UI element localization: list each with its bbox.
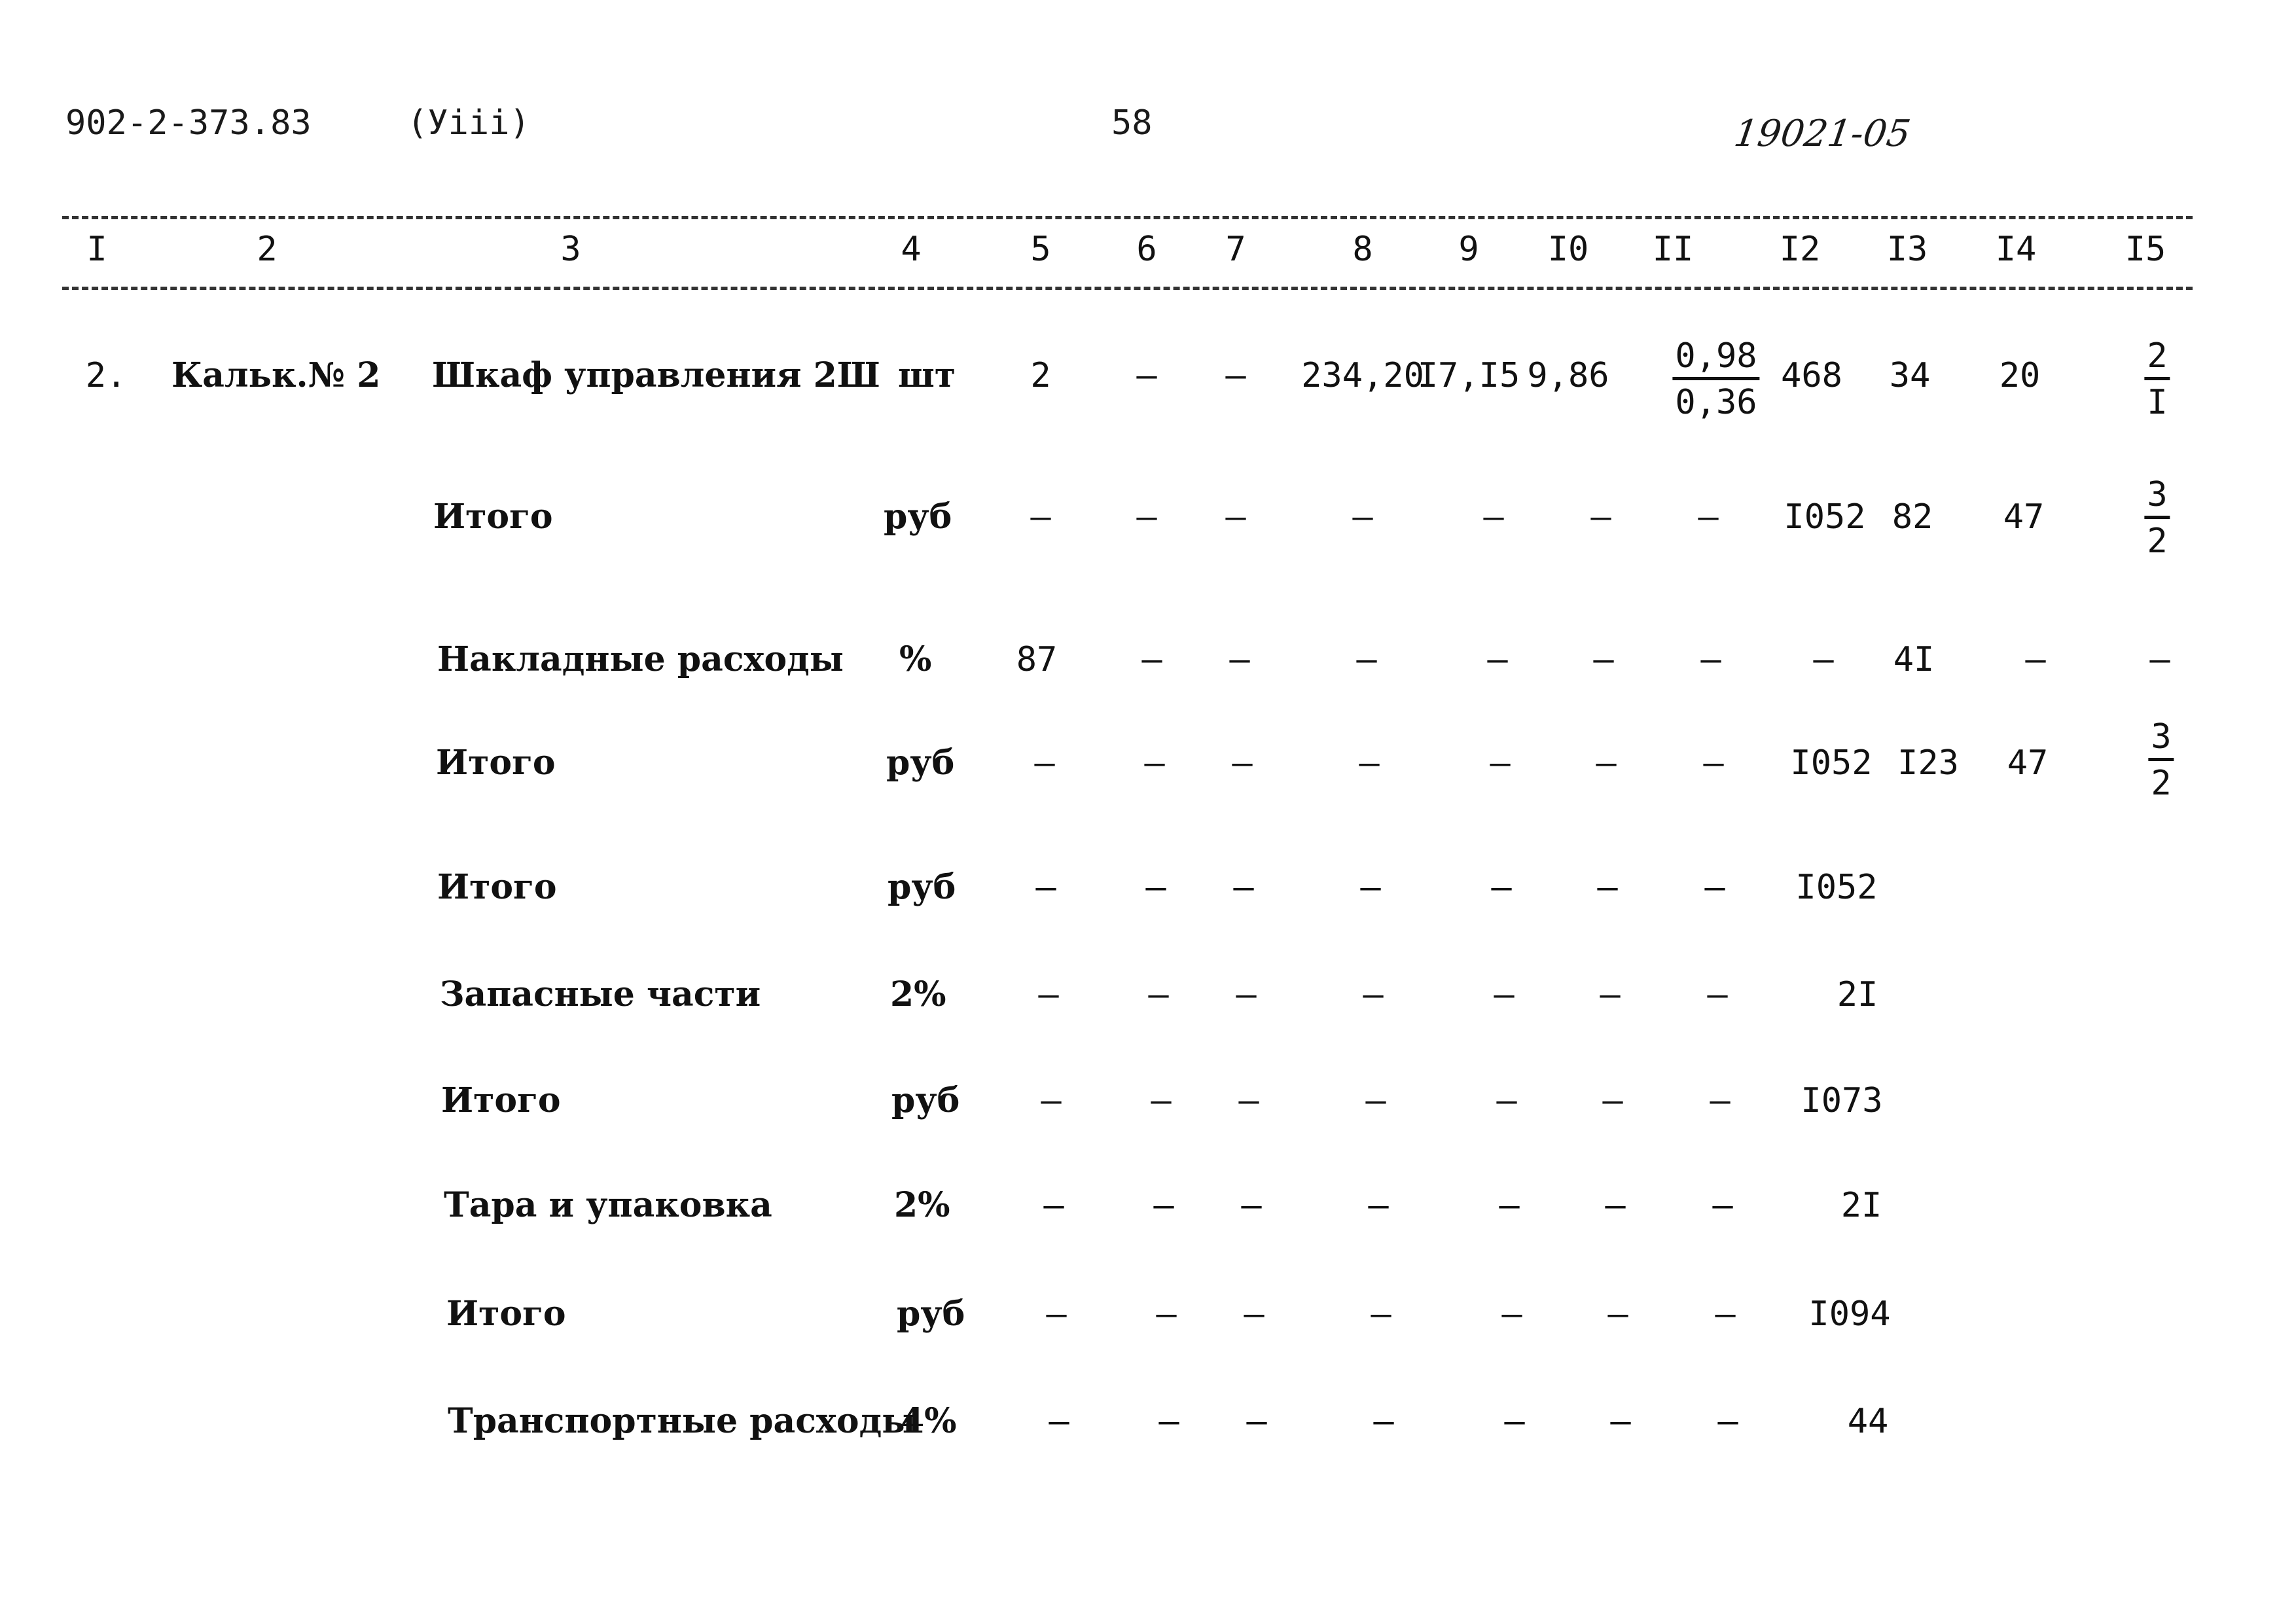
item-col-15-fraction [2144,336,2170,422]
row-col-11: – [1710,1081,1731,1120]
row-col-10: – [1600,975,1621,1014]
row-name: Транспортные расходы [448,1401,916,1441]
row-col-12: I073 [1801,1081,1883,1120]
row-col-6: – [1153,1186,1174,1225]
row-unit: 2% [894,1185,950,1225]
row-col-7: – [1225,497,1246,537]
column-number: I4 [1995,230,2037,269]
row-col-12: I052 [1790,743,1873,783]
column-number: II [1652,230,1694,269]
row-col-6: – [1141,640,1162,679]
row-name: Запасные части [440,974,761,1014]
row-unit: 2% [890,974,946,1014]
row-col-8: – [1373,1402,1394,1441]
row-col-14: – [2025,640,2046,679]
fraction-denominator: I [2147,383,2168,422]
row-col-10: – [1596,743,1617,783]
row-col-10: – [1593,640,1614,679]
row-col-7: – [1233,868,1254,907]
row-name: Итого [436,743,556,783]
row-col-7: – [1244,1294,1265,1334]
column-number: 7 [1225,230,1246,269]
document-code: 902-2-373.83 [65,103,312,143]
row-col-9: – [1487,640,1508,679]
row-col-12: 2I [1840,1186,1882,1225]
row-unit: % [899,639,932,679]
row-col-13: I23 [1897,743,1959,783]
row-col-7: – [1241,1186,1262,1225]
item-name: Шкаф управления 2Ш [432,355,880,395]
row-col-8: – [1352,497,1373,537]
row-unit: 4% [901,1401,957,1441]
row-col-6: – [1148,975,1169,1014]
item-col-12: 468 [1781,356,1842,395]
row-col-5: – [1034,743,1055,783]
row-col-5: – [1030,497,1051,537]
item-col-9: I7,I5 [1417,356,1520,395]
column-number: 4 [901,230,922,269]
inventory-number: 19021-05 [1731,113,1913,155]
fraction-numerator: 3 [2148,720,2174,761]
row-col-6: – [1136,497,1157,537]
row-col-12: I052 [1795,868,1878,907]
item-col-11-fraction [1672,336,1759,422]
row-col-13: 4I [1893,640,1935,679]
row-col-10: – [1610,1402,1631,1441]
header-rule-top [62,216,2193,219]
row-unit: руб [884,497,952,537]
row-col-11: – [1703,743,1724,783]
row-col-5: – [1041,1081,1062,1120]
column-number: I2 [1779,230,1821,269]
row-col-9: – [1499,1186,1520,1225]
row-col-11: – [1698,497,1719,537]
row-col-5: – [1046,1294,1067,1334]
row-col-10: – [1590,497,1611,537]
row-unit: руб [886,743,955,783]
row-col-8: – [1356,640,1377,679]
row-col-8: – [1371,1294,1391,1334]
row-col-8: – [1368,1186,1389,1225]
row-col-15: – [2149,640,2170,679]
column-number: 9 [1458,230,1479,269]
column-number: I0 [1547,230,1589,269]
column-number: 3 [560,230,581,269]
row-col-5: 87 [1016,640,1058,679]
row-name: Итого [446,1294,566,1334]
fraction-numerator: 3 [2144,478,2170,519]
column-number: 2 [257,230,278,269]
row-name: Итого [441,1080,561,1120]
row-col-9: – [1501,1294,1522,1334]
row-col-9: – [1494,975,1515,1014]
column-number: I3 [1886,230,1928,269]
header-rule-bottom [62,287,2193,290]
row-col-10: – [1607,1294,1628,1334]
row-col-12: – [1813,640,1834,679]
fraction-numerator: 0,98 [1672,339,1759,380]
row-col-12: 44 [1847,1402,1889,1441]
row-name: Итого [433,497,553,537]
row-col-7: – [1236,975,1257,1014]
item-col-8: 234,20 [1301,356,1424,395]
page-number: 58 [1111,103,1153,143]
fraction-denominator: 0,36 [1675,383,1757,422]
row-col-11: – [1715,1294,1736,1334]
column-number: 6 [1136,230,1157,269]
row-name: Итого [437,867,557,907]
row-col-7: – [1246,1402,1267,1441]
column-number: I5 [2125,230,2166,269]
row-col-6: – [1158,1402,1179,1441]
row-col-6: – [1151,1081,1172,1120]
row-col-5: – [1049,1402,1069,1441]
fraction-denominator: 2 [2147,522,2168,561]
row-col-11: – [1717,1402,1738,1441]
row-col-13: 82 [1892,497,1933,537]
item-col-13: 34 [1889,356,1931,395]
row-col-5: – [1038,975,1059,1014]
row-col-12: 2I [1837,975,1878,1014]
row-col-7: – [1232,743,1253,783]
row-col-8: – [1365,1081,1386,1120]
item-unit: шт [898,355,956,395]
row-col-11: – [1707,975,1728,1014]
row-col-12: I094 [1808,1294,1891,1334]
row-col-9: – [1483,497,1504,537]
item-col-7: – [1225,356,1246,395]
row-col-5: – [1035,868,1056,907]
row-name: Накладные расходы [437,639,844,679]
row-col-11: – [1712,1186,1733,1225]
item-position: 2. [85,356,127,395]
row-col-10: – [1597,868,1618,907]
row-col-15-fraction [2148,717,2174,803]
item-calc-ref: Кальк.№ 2 [171,355,381,395]
item-col-14: 20 [1999,356,2041,395]
row-col-6: – [1156,1294,1177,1334]
row-col-15-fraction [2144,475,2170,561]
row-col-14: 47 [2003,497,2045,537]
column-number: 8 [1352,230,1373,269]
row-col-9: – [1504,1402,1525,1441]
column-number: I [86,230,107,269]
row-col-12: I052 [1784,497,1866,537]
row-col-14: 47 [2007,743,2049,783]
row-col-9: – [1490,743,1511,783]
row-col-5: – [1043,1186,1064,1225]
fraction-denominator: 2 [2151,764,2172,803]
row-unit: руб [888,867,956,907]
fraction-numerator: 2 [2144,339,2170,380]
row-col-10: – [1605,1186,1626,1225]
row-col-6: – [1145,868,1166,907]
item-col-10: 9,86 [1527,356,1609,395]
column-number: 5 [1030,230,1051,269]
row-col-7: – [1229,640,1250,679]
row-col-8: – [1359,743,1380,783]
row-col-8: – [1363,975,1384,1014]
row-col-9: – [1496,1081,1517,1120]
item-quantity: 2 [1030,356,1051,395]
sheet-mark: (Уііі) [407,103,530,143]
row-col-8: – [1360,868,1381,907]
row-col-9: – [1491,868,1512,907]
row-name: Тара и упаковка [444,1185,772,1225]
row-col-11: – [1704,868,1725,907]
row-unit: руб [897,1294,965,1334]
row-col-6: – [1144,743,1165,783]
row-col-11: – [1700,640,1721,679]
row-col-10: – [1602,1081,1623,1120]
row-col-7: – [1238,1081,1259,1120]
item-col-6: – [1136,356,1157,395]
row-unit: руб [891,1080,960,1120]
